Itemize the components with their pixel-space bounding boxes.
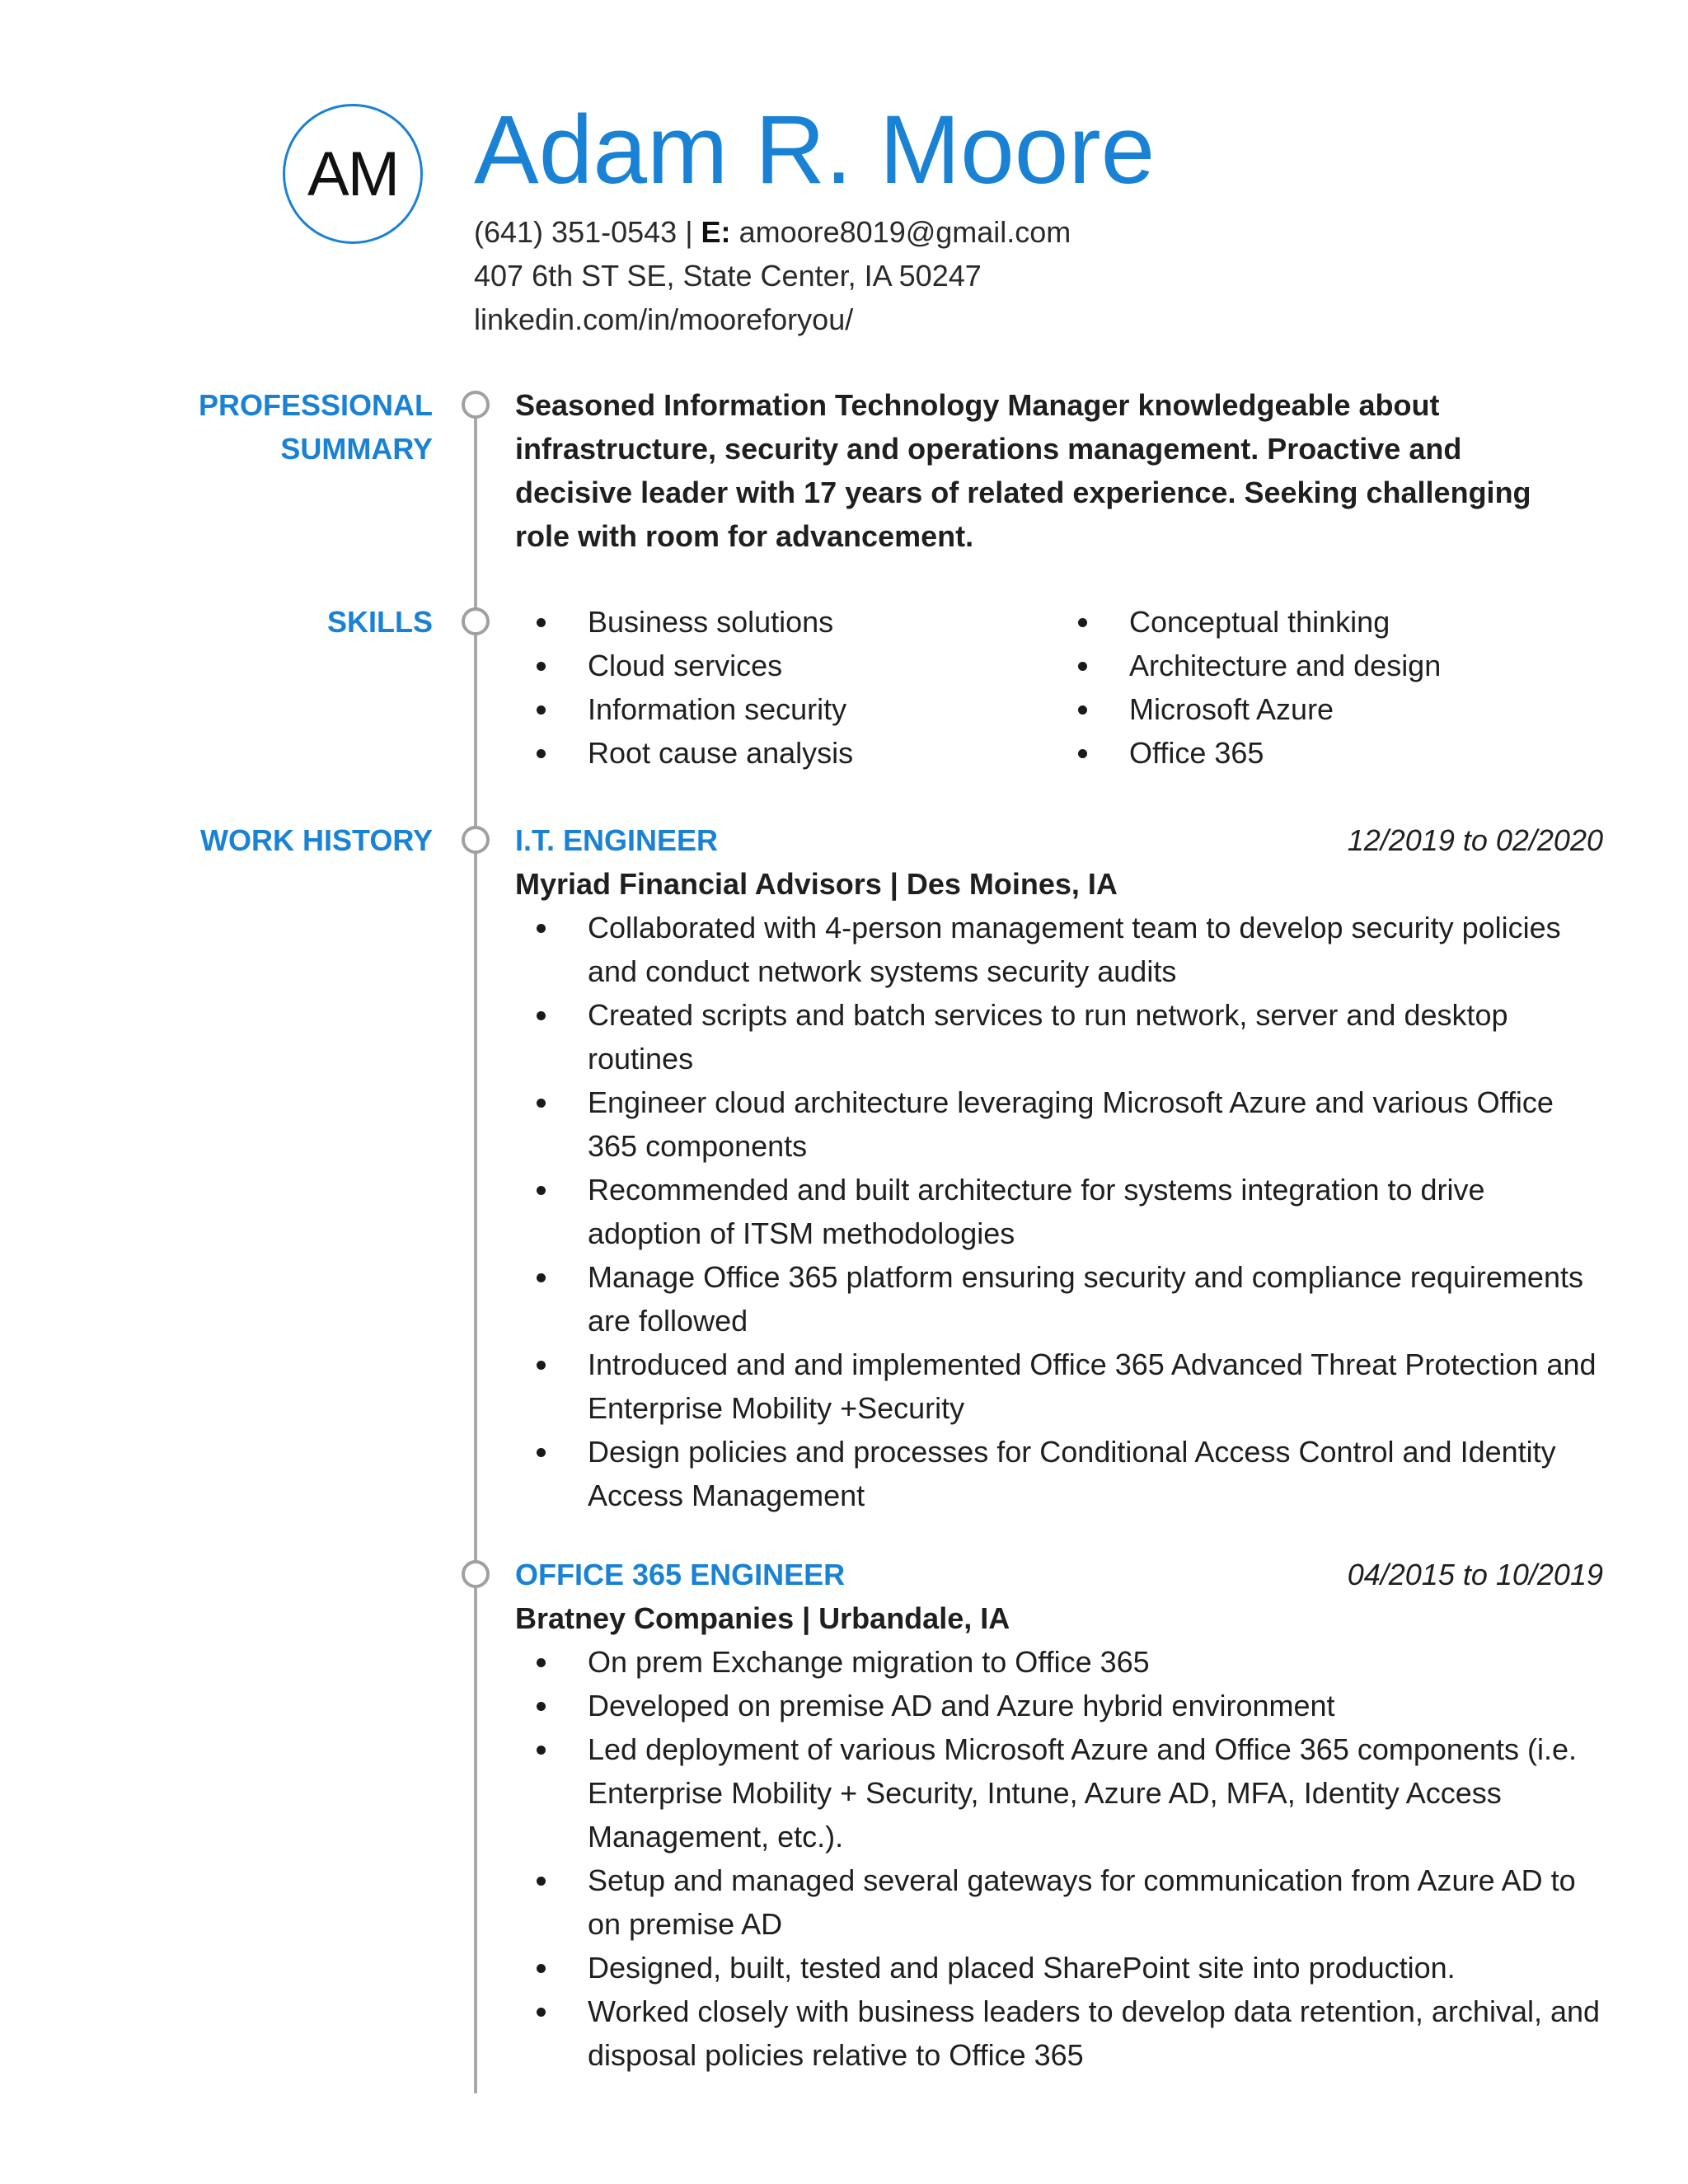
skill-item: Cloud services (515, 644, 853, 687)
job-bullet: Led deployment of various Microsoft Azure and Office 365 components (i.e. Enterprise Mobility + Security, Intune, Azure AD, MFA, Identity Access Management, etc.). (515, 1727, 1603, 1858)
section-label-summary: PROFESSIONAL SUMMARY (198, 388, 433, 466)
skill-item: Microsoft Azure (1057, 687, 1441, 731)
job-bullet: Worked closely with business leaders to develop data retention, archival, and disposal policies relative to Office 365 (515, 1990, 1603, 2077)
job-bullets (515, 1640, 1603, 2077)
timeline-line (474, 404, 477, 2093)
monogram-avatar (283, 104, 423, 244)
job-header (515, 1553, 1603, 1596)
skill-item: Architecture and design (1057, 644, 1441, 687)
email-address[interactable]: amoore8019@gmail.com (738, 215, 1071, 249)
job-bullets (515, 906, 1603, 1517)
job-company: Bratney Companies | Urbandale, IA (515, 1601, 1010, 1635)
timeline-node-work-history (462, 826, 490, 854)
job-header (515, 818, 1603, 862)
contact-block (474, 210, 1071, 341)
job-dates: 12/2019 to 02/2020 (1347, 823, 1603, 857)
monogram-initials: AM (307, 138, 398, 209)
skill-item: Office 365 (1057, 731, 1441, 775)
summary-text: Seasoned Information Technology Manager knowledgeable about infrastructure, security and operations management. Proactive and decisive leader with 17 years of related experience. Seeking challenging role with room for advancement. (515, 388, 1531, 553)
job-bullet: Design policies and processes for Conditional Access Control and Identity Access Management (515, 1430, 1603, 1517)
job-bullet: Designed, built, tested and placed SharePoint site into production. (515, 1946, 1603, 1990)
job-bullet: Introduced and and implemented Office 365 Advanced Threat Protection and Enterprise Mobility +Security (515, 1343, 1603, 1430)
job-title: OFFICE 365 ENGINEER (515, 1558, 846, 1591)
timeline-node-job-2 (462, 1560, 490, 1588)
section-label-work-history: WORK HISTORY (199, 823, 433, 857)
skills-list-left (515, 600, 853, 775)
job-bullet: On prem Exchange migration to Office 365 (515, 1640, 1603, 1684)
job-bullet: Manage Office 365 platform ensuring security and compliance requirements are followed (515, 1255, 1603, 1343)
job-entry-1 (515, 818, 1603, 1517)
job-bullet: Collaborated with 4-person management team to develop security policies and conduct network systems security audits (515, 906, 1603, 993)
job-bullet: Engineer cloud architecture leveraging Microsoft Azure and various Office 365 components (515, 1080, 1603, 1168)
job-title: I.T. ENGINEER (515, 823, 719, 857)
phone-number: (641) 351-0543 (474, 215, 678, 249)
skill-item: Root cause analysis (515, 731, 853, 775)
contact-separator: | (677, 215, 701, 249)
section-label-skills: SKILLS (326, 605, 433, 639)
candidate-name: Adam R. Moore (474, 96, 1156, 204)
job-entry-2 (515, 1553, 1603, 2077)
job-bullet: Developed on premise AD and Azure hybrid environment (515, 1684, 1603, 1727)
timeline-node-summary (462, 391, 490, 419)
job-bullet: Created scripts and batch services to run network, server and desktop routines (515, 993, 1603, 1080)
job-dates: 04/2015 to 10/2019 (1347, 1558, 1603, 1591)
contact-line-phone-email (474, 210, 1071, 254)
timeline-node-skills (462, 607, 490, 635)
job-bullet: Recommended and built architecture for systems integration to drive adoption of ITSM methodologies (515, 1168, 1603, 1255)
skill-item: Conceptual thinking (1057, 600, 1441, 644)
linkedin-link[interactable]: linkedin.com/in/mooreforyou/ (474, 302, 854, 336)
skills-list-right (1057, 600, 1441, 775)
email-label: E: (701, 215, 731, 249)
job-company: Myriad Financial Advisors | Des Moines, IA (515, 867, 1118, 901)
job-bullet: Setup and managed several gateways for communication from Azure AD to on premise AD (515, 1858, 1603, 1946)
address: 407 6th ST SE, State Center, IA 50247 (474, 259, 982, 293)
skill-item: Information security (515, 687, 853, 731)
skill-item: Business solutions (515, 600, 853, 644)
